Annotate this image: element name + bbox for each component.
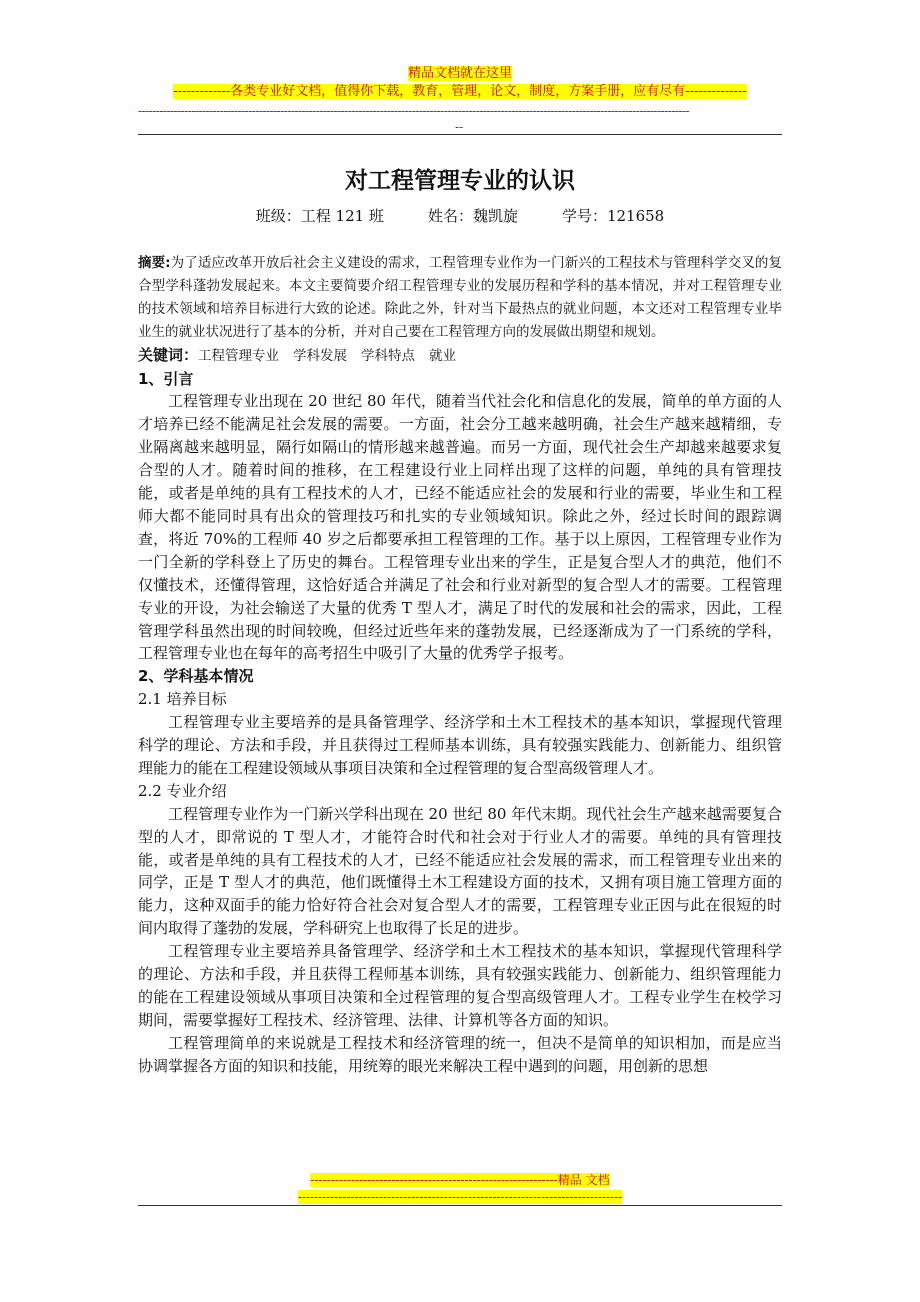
paragraph-intro: 工程管理专业出现在 20 世纪 80 年代，随着当代社会化和信息化的发展，简单的单方面的人才培养已经不能满足社会发展的需要。一方面，社会分工越来越明确，社会生产越来越精细，专业隔离越来越明显，隔行如隔山的情形越来越普遍。而另一方面，现代社会生产却越来越要求复合型的人才。随着时间的推移，在工程建设行业上同样出现了这样的问题，单纯的具有管理技能，或者是单纯的具有工程技术的人才，已经不能适应社会的发展和行业的需要，毕业生和工程师大都不能同时具有出众的管理技巧和扎实的专业领域知识。除此之外，经过长时间的跟踪调查，将近 70%的工程师 40 岁之后都要承担工程管理的工作。基于以上原因，工程管理专业作为一门全新的学科登上了历史的舞台。工程管理专业出来的学生，正是复合型人才的典范，他们不仅懂技术，还懂得管理，这恰好适合并满足了社会和行业对新型的复合型人才的需要。工程管理专业的开设，为社会输送了大量的优秀 T 型人才，满足了时代的发展和社会的需求，因此，工程管理学科虽然出现的时间较晚，但经过近些年来的蓬勃发展，已经逐渐成为了一门系统的学科，工程管理专业也在每年的高考招生中吸引了大量的优秀学子报考。 (138, 392, 782, 663)
keyword-item: 就业 (429, 347, 457, 364)
document-body (138, 252, 782, 1078)
header-divider (138, 134, 782, 135)
subsection-heading-goals: 2.1 培养目标 (138, 690, 227, 709)
keyword-item: 学科发展 (293, 347, 348, 364)
footer-dash-text: -------------------------------------------------------------------------------- (297, 1190, 623, 1204)
paragraph-major-3: 工程管理简单的来说就是工程技术和经济管理的统一，但决不是简单的知识相加，而是应当协调掌握各方面的知识和技能，用统筹的眼光来解决工程中遇到的问题，用创新的思想 (138, 1033, 782, 1075)
footer-line (0, 1172, 920, 1188)
paragraph-goals: 工程管理专业主要培养的是具备管理学、经济学和土木工程技术的基本知识，掌握现代管理科学的理论、方法和手段，并且获得过工程师基本训练，具有较强实践能力、创新能力、组织管理能力的能在工程建设领域从事项目决策和全过程管理的复合型高级管理人才。 (138, 713, 782, 777)
subsection-heading-intro: 2.2 专业介绍 (138, 781, 227, 800)
paragraph-major-2: 工程管理专业主要培养具备管理学、经济学和土木工程技术的基本知识，掌握现代管理科学的理论、方法和手段，并且获得工程师基本训练，具有较强实践能力、创新能力、组织管理能力的能在工程建设领域从事项目决策和全过程管理的复合型高级管理人才。工程专业学生在校学习期间，需要掌握好工程技术、经济管理、法律、计算机等各方面的知识。 (138, 942, 782, 1029)
author-meta (0, 205, 920, 227)
abstract-label: 摘要: (138, 255, 171, 271)
meta-student-id: 学号：121658 (561, 207, 665, 225)
section-heading-basics: 2、学科基本情况 (138, 667, 254, 686)
header-tagline (0, 84, 920, 100)
header-dash-tail: -- (455, 120, 464, 134)
document-title: 对工程管理专业的认识 (345, 168, 575, 194)
meta-class: 班级：工程 121 班 (255, 207, 384, 225)
keywords-label: 关键词： (138, 345, 199, 364)
abstract-text: 为了适应改革开放后社会主义建设的需求，工程管理专业作为一门新兴的工程技术与管理科学交叉的复合型学科蓬勃发展起来。本文主要简要介绍工程管理专业的发展历程和学科的基本情况，并对工程管理专业的技术领域和培养目标进行大致的论述。除此之外，针对当下最热点的就业问题，本文还对工程管理专业毕业生的就业状况进行了基本的分析，并对自己要在工程管理方向的发展做出期望和规划。 (138, 255, 782, 340)
footer-divider (138, 1205, 782, 1206)
keyword-item: 学科特点 (361, 347, 416, 364)
header-banner-text: 精品文档就在这里 (407, 66, 512, 81)
abstract (138, 252, 782, 344)
section-heading-intro: 1、引言 (138, 369, 194, 388)
header-tagline-text: -------------各类专业好文档，值得你下载，教育，管理，论文，制度，方案手册，应有尽有-------------- (173, 84, 747, 99)
footer-dash-line (0, 1189, 920, 1205)
paragraph-major-1: 工程管理专业作为一门新兴学科出现在 20 世纪 80 年代末期。现代社会生产越来越需要复合型的人才，即常说的 T 型人才，才能符合时代和社会对于行业人才的需要。单纯的具有管理技能，或者是单纯的具有工程技术的人才，已经不能适应社会发展的需求，而工程管理专业出来的同学，正是 T 型人才的典范，他们既懂得土木工程建设方面的技术，又拥有项目施工管理方面的能力，这种双面手的能力恰好符合社会对复合型人才的需要，工程管理专业正因与此在很短的时间内取得了蓬勃的发展，学科研究上也取得了长足的进步。 (138, 804, 782, 938)
header-banner (0, 66, 920, 82)
keyword-item: 工程管理专业 (198, 347, 280, 364)
keywords (138, 344, 782, 368)
meta-name: 姓名：魏凯旋 (427, 207, 518, 225)
footer-line-text: -------------------------------------------------------------精品 文档 (310, 1173, 610, 1187)
header-dash-line: ----------------------------------------------------------------------------------------------------------------------------------------------------------- (138, 104, 689, 118)
